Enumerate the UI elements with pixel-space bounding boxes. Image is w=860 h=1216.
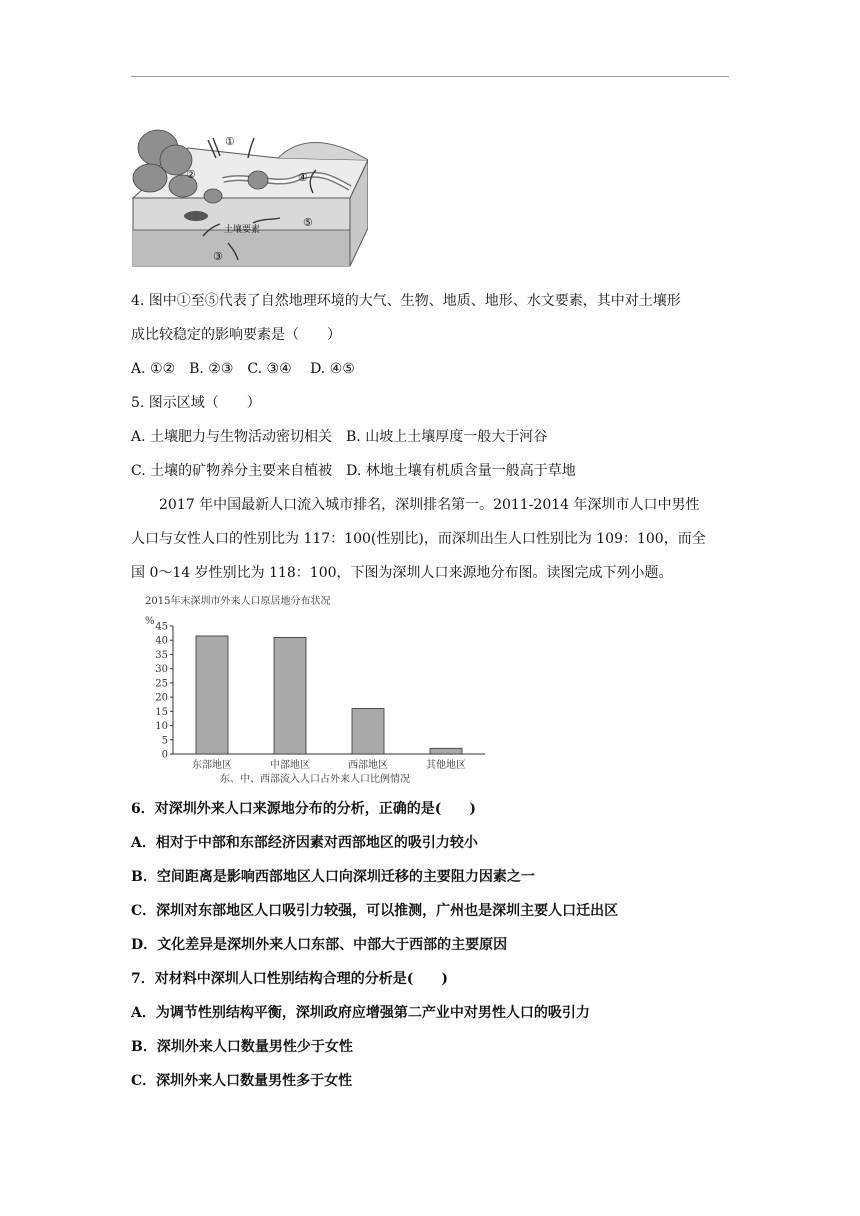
chart-y-ticks [155, 622, 173, 761]
question-7-option-b: B．深圳外来人口数量男性少于女性 [131, 1039, 353, 1055]
question-7-option-c: C．深圳外来人口数量男性多于女性 [131, 1073, 353, 1089]
question-7-option-a: A．为调节性别结构平衡，深圳政府应增强第二产业中对男性人口的吸引力 [131, 1005, 590, 1021]
diagram-label-2: ② [186, 168, 196, 181]
y-tick-label: 10 [155, 721, 168, 733]
y-tick-label: 25 [155, 678, 168, 690]
x-tick-label: 西部地区 [348, 760, 388, 771]
question-6-option-d: D．文化差异是深圳外来人口东部、中部大于西部的主要原因 [131, 937, 508, 953]
question-5-stem: 5. 图示区域（ ） [131, 395, 261, 411]
chart-title: 2015年末深圳市外来人口原居地分布状况 [145, 596, 331, 607]
y-tick-label: 15 [155, 706, 168, 718]
diagram-label-3: ③ [213, 250, 223, 263]
question-6-stem: 6．对深圳外来人口来源地分布的分析，正确的是( ) [131, 801, 476, 817]
diagram-label-5: ⑤ [303, 216, 313, 229]
passage-line-2: 人口与女性人口的性别比为 117：100(性别比)，而深圳出生人口性别比为 109：100，而全 [131, 531, 706, 547]
bar [196, 636, 228, 754]
y-tick-label: 40 [155, 635, 168, 647]
bar [352, 708, 384, 754]
question-6-option-c: C．深圳对东部地区人口吸引力较强，可以推测，广州也是深圳主要人口迁出区 [131, 903, 619, 919]
question-7-stem: 7．对材料中深圳人口性别结构合理的分析是( ) [131, 971, 448, 987]
soil-element-label: 土壤要素 [224, 225, 261, 235]
chart-ylabel: % [145, 616, 155, 627]
origin-distribution-chart [140, 590, 490, 790]
question-5-options-ab: A. 土壤肥力与生物活动密切相关 B. 山坡上土壤厚度一般大于河谷 [131, 429, 548, 445]
bar [274, 637, 306, 754]
question-4-line-1: 4. 图中①至⑤代表了自然地理环境的大气、生物、地质、地形、水文要素，其中对土壤形 [131, 293, 681, 309]
y-tick-label: 20 [155, 692, 168, 704]
x-tick-label: 中部地区 [270, 760, 310, 771]
bar [430, 748, 462, 754]
x-tick-label: 东部地区 [192, 760, 232, 771]
chart-bars [196, 636, 462, 754]
chart-xlabel: 东、中、西部流入人口占外来人口比例情况 [220, 774, 410, 785]
question-4-options: A. ①② B. ②③ C. ③④ D. ④⑤ [131, 361, 355, 377]
diagram-label-4: ④ [298, 171, 308, 184]
y-tick-label: 35 [155, 649, 168, 661]
chart-x-ticks [192, 758, 466, 771]
soil-formation-diagram [128, 118, 368, 273]
y-tick-label: 30 [155, 664, 168, 676]
y-tick-label: 0 [161, 749, 168, 761]
y-tick-label: 45 [155, 621, 168, 633]
question-6-option-b: B．空间距离是影响西部地区人口向深圳迁移的主要阻力因素之一 [131, 869, 535, 885]
passage-line-1: 2017 年中国最新人口流入城市排名，深圳排名第一。2011-2014 年深圳市人口中男性 [159, 497, 700, 513]
x-tick-label: 其他地区 [426, 760, 466, 771]
question-5-options-cd: C. 土壤的矿物养分主要来自植被 D. 林地土壤有机质含量一般高于草地 [131, 463, 576, 479]
header-rule [131, 76, 729, 77]
diagram-label-1: ① [225, 135, 235, 148]
passage-line-3: 国 0～14 岁性别比为 118：100，下图为深圳人口来源地分布图。读图完成下列小题。 [131, 565, 673, 581]
y-tick-label: 5 [161, 735, 168, 747]
question-6-option-a: A．相对于中部和东部经济因素对西部地区的吸引力较小 [131, 835, 478, 851]
question-4-line-2: 成比较稳定的影响要素是（ ） [131, 327, 341, 343]
